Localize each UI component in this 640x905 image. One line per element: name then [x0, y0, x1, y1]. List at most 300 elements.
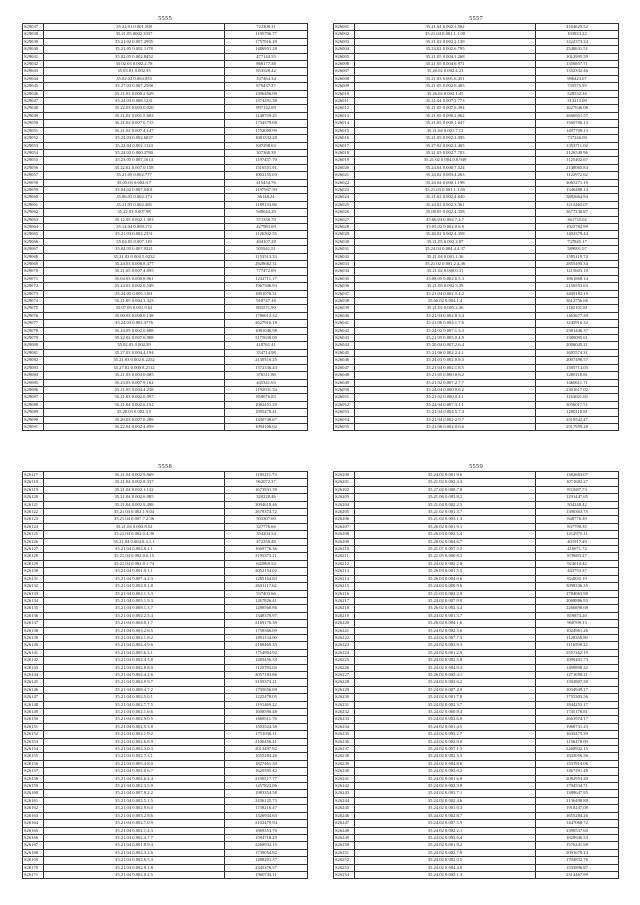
table-row — [23, 68, 308, 75]
value-cell: 1755303.56 — [536, 694, 619, 701]
value-cell: 1125783.03 — [225, 664, 308, 671]
code-cell: 35.21.04 0.002.5.0.1 — [44, 694, 225, 701]
value-cell: 1752009.99 — [225, 127, 308, 134]
row-id-cell: S26218 — [334, 605, 355, 612]
table-row — [334, 386, 619, 393]
value-cell: 1348378.97 — [225, 612, 308, 619]
value-cell: 472358.48 — [225, 538, 308, 545]
table-row — [23, 423, 308, 430]
code-cell: 35.21.05 0.002 1178 — [44, 46, 225, 53]
value-cell: 2091678.14 — [536, 849, 619, 856]
row-id-cell: S26166 — [23, 834, 44, 841]
table-row — [334, 568, 619, 575]
row-id-cell: S29055 — [23, 157, 44, 164]
code-cell: 35.27.02 0.000.8.2112 — [44, 364, 225, 371]
table-row — [334, 479, 619, 486]
row-id-cell: S26150 — [23, 716, 44, 723]
code-cell: 35.24.02 0.001.3.7 — [355, 612, 536, 619]
code-cell: 35.24.04 0.000.9.6 — [355, 583, 536, 590]
row-id-cell: S26224 — [334, 649, 355, 656]
table-row — [23, 105, 308, 112]
table-row — [23, 753, 308, 760]
table-row — [23, 686, 308, 693]
table-row — [334, 238, 619, 245]
code-cell: 35.24.02 0.002.2.1 — [355, 827, 536, 834]
row-id-cell: S29076 — [23, 312, 44, 319]
row-id-cell: S26252 — [334, 857, 355, 864]
table-row — [334, 172, 619, 179]
code-cell: 35.24.02 0.003.6.4 — [355, 834, 536, 841]
value-cell: 1182101.81 — [536, 305, 619, 312]
row-id-cell: S26036 — [334, 283, 355, 290]
table-row — [23, 90, 308, 97]
code-cell: 35.21.02 0.000.0.31 — [355, 268, 536, 275]
value-cell: 1330748.67 — [225, 416, 308, 423]
code-cell: 35.24.02 0.001.0.3 — [355, 805, 536, 812]
value-cell: 427983.09 — [225, 223, 308, 230]
row-id-cell: S29037 — [23, 24, 44, 31]
row-id-cell: S26240 — [334, 768, 355, 775]
row-id-cell: S29054 — [23, 149, 44, 156]
row-id-cell: S29072 — [23, 283, 44, 290]
row-id-cell: S26211 — [334, 553, 355, 560]
row-id-cell: S26002 — [334, 31, 355, 38]
row-id-cell: S26202 — [334, 486, 355, 493]
value-cell: 1829946.53 — [536, 834, 619, 841]
value-cell: 2436125.73 — [225, 797, 308, 804]
row-id-cell: S29042 — [23, 61, 44, 68]
code-cell: 35.24.03 0.002.0.8.3 — [355, 357, 536, 364]
code-cell: 35.21.02 0.002.4.3 — [355, 479, 536, 486]
table-row — [23, 627, 308, 634]
value-cell: 1189133.86 — [225, 201, 308, 208]
value-cell: 1786612.32 — [225, 312, 308, 319]
code-cell: 35.24.02 0.002.3.361 — [355, 201, 536, 208]
code-cell: 35.21.02 0.007.0.715 — [44, 120, 225, 127]
code-cell: 35.24.02 0.002.5.6 — [355, 627, 536, 634]
code-cell: 35.24.02 0.002.1.3 — [355, 871, 536, 878]
value-cell: 354204.54 — [225, 531, 308, 538]
value-cell: 313213.09 — [536, 98, 619, 105]
row-id-cell: S26246 — [334, 812, 355, 819]
value-cell: 1594718.29 — [225, 834, 308, 841]
row-id-cell: S26215 — [334, 583, 355, 590]
code-cell: 35.21.04 0.002.1.3.3 — [44, 590, 225, 597]
value-cell: 1497709.13 — [536, 127, 619, 134]
code-cell: 35.04.05 0.007.119 — [44, 238, 225, 245]
value-cell: 837798.35 — [536, 523, 619, 530]
code-cell: 35.21.03 0.000.2.639 — [44, 90, 225, 97]
table-row — [23, 335, 308, 342]
table-row — [334, 31, 619, 38]
row-id-cell: S26044 — [334, 342, 355, 349]
value-cell: 1195796.77 — [225, 31, 308, 38]
code-cell: 35.21.04 0.007.4.2.3 — [44, 575, 225, 582]
table-row — [23, 709, 308, 716]
code-cell: 35.21.05 0.004.1.268 — [355, 53, 536, 60]
code-cell: 35.24.04 0.000.9.6.2 — [355, 386, 536, 393]
table-row — [23, 642, 308, 649]
row-id-cell: S26133 — [23, 590, 44, 597]
row-id-cell: S26001 — [334, 24, 355, 31]
table-row — [334, 157, 619, 164]
code-cell: 35.21.05 0.000.1.647 — [355, 120, 536, 127]
value-cell: 1655284.26 — [536, 812, 619, 819]
code-cell: 35.21.05 0.002.365 — [44, 201, 225, 208]
table-row — [23, 31, 308, 38]
row-id-cell: S26143 — [23, 664, 44, 671]
row-id-cell: S26220 — [334, 620, 355, 627]
row-id-cell: S26031 — [334, 246, 355, 253]
value-cell: 1627646.08 — [536, 105, 619, 112]
table-row — [334, 194, 619, 201]
row-id-cell: S26131 — [23, 575, 44, 582]
row-id-cell: S26145 — [23, 679, 44, 686]
row-id-cell: S26013 — [334, 112, 355, 119]
code-cell: 35.21.04 0.002.9.1.8 — [44, 864, 225, 871]
row-id-cell: S26017 — [334, 142, 355, 149]
value-cell: 1081046.98 — [225, 327, 308, 334]
code-cell: 35.21.04 0.001.7.12 — [355, 127, 536, 134]
table-row — [334, 472, 619, 479]
table-row — [23, 612, 308, 619]
code-cell: 35.21.04 0.007.7.2.36 — [44, 516, 225, 523]
code-cell: 35.21.03 0.002.7.703 — [355, 149, 536, 156]
table-row — [334, 327, 619, 334]
code-cell: 35.21.02 0.001.5.602 — [44, 112, 225, 119]
code-cell: 35.21.04 0.002.7.0.9 — [44, 820, 225, 827]
table-row — [334, 671, 619, 678]
code-cell: 35.21.04 0.001.1.1.00 — [355, 31, 536, 38]
row-id-cell: S26205 — [334, 509, 355, 516]
row-id-cell: S29087 — [23, 394, 44, 401]
value-cell: 1535896.87 — [536, 864, 619, 871]
table-row — [23, 790, 308, 797]
code-cell: 35.24.02 0.001.9.6 — [355, 472, 536, 479]
table-row — [334, 38, 619, 45]
code-cell: 35.05.02 0.002.0.6.9 — [355, 223, 536, 230]
table-row — [334, 657, 619, 664]
table-row — [23, 357, 308, 364]
value-cell: 1827461.30 — [225, 760, 308, 767]
code-cell: 35.26.02 0.002.1.45 — [355, 90, 536, 97]
table-row — [23, 238, 308, 245]
code-cell: 35.21.05 0.004.4.238 — [44, 386, 225, 393]
code-cell: 35.22.01 0.001.508 — [44, 24, 225, 31]
table-row — [334, 871, 619, 878]
value-cell: 1394807.38 — [536, 679, 619, 686]
table-row — [23, 379, 308, 386]
code-cell: 35.04.03 0.000.8.961 — [44, 275, 225, 282]
row-id-cell: S29057 — [23, 172, 44, 179]
data-table — [22, 471, 308, 879]
code-cell: 35.24.02 0.002.0.5 — [355, 857, 536, 864]
row-id-cell: S29044 — [23, 75, 44, 82]
row-id-cell: S26123 — [23, 516, 44, 523]
row-id-cell: S26243 — [334, 790, 355, 797]
value-cell: 1891134.00 — [225, 634, 308, 641]
table-row — [23, 523, 308, 530]
row-id-cell: S26047 — [334, 364, 355, 371]
row-id-cell: S26169 — [23, 857, 44, 864]
row-id-cell: S26201 — [334, 479, 355, 486]
table-row — [334, 46, 619, 53]
row-id-cell: S26230 — [334, 694, 355, 701]
table-row — [23, 409, 308, 416]
code-cell: 35.26.02 0.001.9.1 — [355, 523, 536, 530]
table-row — [334, 216, 619, 223]
code-cell: 35.08.05 0.002.0.5.3 — [355, 275, 536, 282]
value-cell: 858076.83 — [225, 394, 308, 401]
value-cell: 1116598.22 — [536, 642, 619, 649]
table-row — [23, 149, 308, 156]
value-cell: 1526934.63 — [225, 812, 308, 819]
code-cell: 35.24.03 0.002.0.549 — [44, 283, 225, 290]
row-id-cell: S26209 — [334, 538, 355, 545]
value-cell: 2188469.33 — [225, 642, 308, 649]
code-cell: 35.21.04 0.004.0.3.1.1 — [44, 538, 225, 545]
table-row — [334, 53, 619, 60]
row-id-cell: S26049 — [334, 379, 355, 386]
row-id-cell: S26147 — [23, 694, 44, 701]
code-cell: 35.26.03 0.001.5.5 — [355, 568, 536, 575]
row-id-cell: S26050 — [334, 386, 355, 393]
row-id-cell: S26008 — [334, 75, 355, 82]
value-cell: 1212465.07 — [536, 201, 619, 208]
value-cell: 1374291.38 — [225, 98, 308, 105]
table-row — [334, 164, 619, 171]
table-row — [23, 583, 308, 590]
value-cell: 1794534.71 — [536, 783, 619, 790]
code-cell: 35.21.04 0.007.2.773 — [355, 98, 536, 105]
row-id-cell: S26012 — [334, 105, 355, 112]
row-id-cell: S26245 — [334, 805, 355, 812]
value-cell: 1460611.71 — [536, 379, 619, 386]
value-cell: 3195373.21 — [225, 679, 308, 686]
code-cell: 35.24.02 0.001.4.5 — [355, 723, 536, 730]
code-cell: 35.04.05 0.007.9221 — [44, 246, 225, 253]
code-cell: 35.21.05 0.002.0.405 — [355, 83, 536, 90]
table-row — [334, 546, 619, 553]
row-id-cell: S29051 — [23, 127, 44, 134]
code-cell: 35.21.06 0.004.1.7.6 — [355, 320, 536, 327]
row-id-cell: S26029 — [334, 231, 355, 238]
code-cell: 35.21.04 0.007.8.2.2 — [44, 790, 225, 797]
value-cell: 1685574.31 — [536, 349, 619, 356]
table-row — [23, 83, 308, 90]
value-cell: 1122972.62 — [536, 172, 619, 179]
value-cell: 897142.09 — [225, 105, 308, 112]
table-row — [334, 494, 619, 501]
table-row — [23, 620, 308, 627]
row-id-cell: S26020 — [334, 164, 355, 171]
value-cell: 1757916.29 — [225, 38, 308, 45]
code-cell: 35.24.02 0.004.0.3 — [355, 664, 536, 671]
value-cell: 1745178.81 — [536, 709, 619, 716]
code-cell: 35.26.02 0.004.1.6 — [355, 620, 536, 627]
code-cell: 35.14.04 0.008.172 — [44, 223, 225, 230]
table-row — [334, 620, 619, 627]
value-cell: 722308.31 — [225, 24, 308, 31]
value-cell: 2855495.34 — [536, 261, 619, 268]
code-cell: 35.23.03 0.007.9.162 — [44, 379, 225, 386]
code-cell: 35.21.02 0.007.4.147 — [44, 127, 225, 134]
row-id-cell: S29077 — [23, 320, 44, 327]
table-row — [334, 349, 619, 356]
table-row — [23, 716, 308, 723]
code-cell: 35.21.04 0.002.1.6.6 — [44, 709, 225, 716]
table-row — [23, 575, 308, 582]
code-cell: 35.27.02 0.000.7.8 — [355, 486, 536, 493]
row-id-cell: S26247 — [334, 820, 355, 827]
value-cell: 2007498.57 — [536, 357, 619, 364]
table-row — [334, 709, 619, 716]
table-row — [23, 253, 308, 260]
row-id-cell: S26160 — [23, 790, 44, 797]
code-cell: 35.24.02 0.004.4.0 — [355, 864, 536, 871]
table-row — [23, 871, 308, 878]
table-row — [334, 364, 619, 371]
value-cell: 504248.42 — [536, 501, 619, 508]
table-row — [334, 290, 619, 297]
row-id-cell: S26037 — [334, 290, 355, 297]
code-cell: 35.21.04 0.002.8.337 — [44, 479, 225, 486]
table-row — [23, 24, 308, 31]
value-cell: 1389647.95 — [536, 790, 619, 797]
code-cell: 35.21.03 0.002.8.3.4 — [355, 312, 536, 319]
table-row — [23, 694, 308, 701]
code-cell: 35.21.04 0.002.5.4.2 — [355, 290, 536, 297]
table-row — [334, 731, 619, 738]
value-cell: 1967506.93 — [225, 283, 308, 290]
table-row — [23, 723, 308, 730]
table-row — [23, 820, 308, 827]
table-row — [23, 135, 308, 142]
row-id-cell: S26221 — [334, 627, 355, 634]
value-cell: 1673931.39 — [225, 486, 308, 493]
row-id-cell: S26016 — [334, 135, 355, 142]
row-id-cell: S29058 — [23, 179, 44, 186]
code-cell: 35.21.04 0.008.1.3.7 — [44, 605, 225, 612]
table-row — [334, 642, 619, 649]
value-cell: 1585713.05 — [536, 364, 619, 371]
table-row — [23, 857, 308, 864]
table-row — [23, 246, 308, 253]
code-cell: 35.20.02 0.004.6.7 — [355, 538, 536, 545]
code-cell: 35.26.02 0.002.4.23 — [355, 68, 536, 75]
value-cell: 3175638.09 — [225, 335, 308, 342]
value-cell: 2136498.88 — [536, 797, 619, 804]
row-id-cell: S26006 — [334, 61, 355, 68]
table-row — [334, 75, 619, 82]
code-cell: 35.24.02 0.002.3.7 — [355, 701, 536, 708]
row-id-cell: S26146 — [23, 686, 44, 693]
row-id-cell: S26253 — [334, 864, 355, 871]
code-cell: 35.21.04 0.002.6.8.9 — [44, 738, 225, 745]
row-id-cell: S26042 — [334, 327, 355, 334]
value-cell: 2627916.18 — [225, 320, 308, 327]
value-cell: 1125402.67 — [536, 157, 619, 164]
code-cell: 35.21.06 0.002.0.0.6 — [355, 423, 536, 430]
value-cell: 2065271.19 — [536, 179, 619, 186]
value-cell: 1390363.75 — [536, 509, 619, 516]
code-cell: 35.21.02 0.007.2995 — [44, 38, 225, 45]
table-row — [334, 627, 619, 634]
value-cell: 948044.29 — [225, 209, 308, 216]
row-id-cell: S26249 — [334, 834, 355, 841]
row-id-cell: S26254 — [334, 871, 355, 878]
row-id-cell: S26011 — [334, 98, 355, 105]
code-cell: 35.21.04 0.002.0.2.5 — [44, 871, 225, 878]
code-cell: 35.21.04 0.002.9.669 — [44, 472, 225, 479]
code-cell: 35.24.02 0.004.8.6 — [355, 760, 536, 767]
value-cell: 1212975.11 — [536, 531, 619, 538]
code-cell: 35.21.04 0.002.9.1.8 — [44, 583, 225, 590]
code-cell: 35.26.02 0.002.3.4 — [355, 605, 536, 612]
value-cell: 1382663.07 — [536, 472, 619, 479]
row-id-cell: S26137 — [23, 620, 44, 627]
table-row — [23, 275, 308, 282]
value-cell: 2013497.82 — [225, 746, 308, 753]
code-cell: 35.21.07 0.007.5.5 — [355, 546, 536, 553]
row-id-cell: S29039 — [23, 38, 44, 45]
code-cell: 35.21.04 0.002.6.152 — [44, 401, 225, 408]
code-cell: 35.24.02 0.007.1.5 — [355, 746, 536, 753]
row-id-cell: S26117 — [23, 472, 44, 479]
code-cell: 35.21.04 0.002.0.6.7 — [44, 768, 225, 775]
row-id-cell: S26155 — [23, 753, 44, 760]
code-cell: 35.21.06 0.002.2.4.1 — [355, 349, 536, 356]
code-cell: 35.24.04 0.004.4.4.37 — [355, 246, 536, 253]
value-cell: 3094618.46 — [225, 501, 308, 508]
table-row — [23, 298, 308, 305]
table-row — [334, 768, 619, 775]
code-cell: 35.21.04 0.003.2.6.5 — [44, 627, 225, 634]
value-cell: 404107.28 — [225, 238, 308, 245]
code-cell: 35.21.03 0.002.2.0 — [355, 590, 536, 597]
value-cell: 1739054.82 — [225, 849, 308, 856]
table-row — [23, 327, 308, 334]
table-row — [334, 857, 619, 864]
table-row — [23, 305, 308, 312]
row-id-cell: S29059 — [23, 186, 44, 193]
code-cell: 35.21.04 0.005.4.8.0 — [44, 760, 225, 767]
code-cell: 35.21.04 0.002.2.9.7 — [355, 416, 536, 423]
code-cell: 35.21.04 0.003.1.9.3 — [44, 597, 225, 604]
table-row — [23, 649, 308, 656]
code-cell: 35.21.02 0.002.2.139 — [355, 38, 536, 45]
table-row — [334, 186, 619, 193]
value-cell: 1090401.73 — [536, 657, 619, 664]
row-id-cell: S26024 — [334, 194, 355, 201]
value-cell: 1380095.61 — [536, 335, 619, 342]
row-id-cell: S26054 — [334, 416, 355, 423]
table-row — [334, 379, 619, 386]
value-cell: 1353711.02 — [536, 142, 619, 149]
table-row — [23, 386, 308, 393]
code-cell: 35.24.02 0.007.5.9 — [355, 820, 536, 827]
code-cell: 35.21.04 0.002.1.502 — [355, 24, 536, 31]
value-cell: 1034949.17 — [536, 686, 619, 693]
value-cell: 2651117.62 — [225, 583, 308, 590]
row-id-cell: S26010 — [334, 90, 355, 97]
table-row — [334, 716, 619, 723]
value-cell: 1467291.48 — [536, 768, 619, 775]
table-row — [23, 516, 308, 523]
code-cell: 35.21.04 0.002.6.985 — [44, 494, 225, 501]
value-cell: 824835.19 — [536, 575, 619, 582]
value-cell: 505941.51 — [225, 246, 308, 253]
